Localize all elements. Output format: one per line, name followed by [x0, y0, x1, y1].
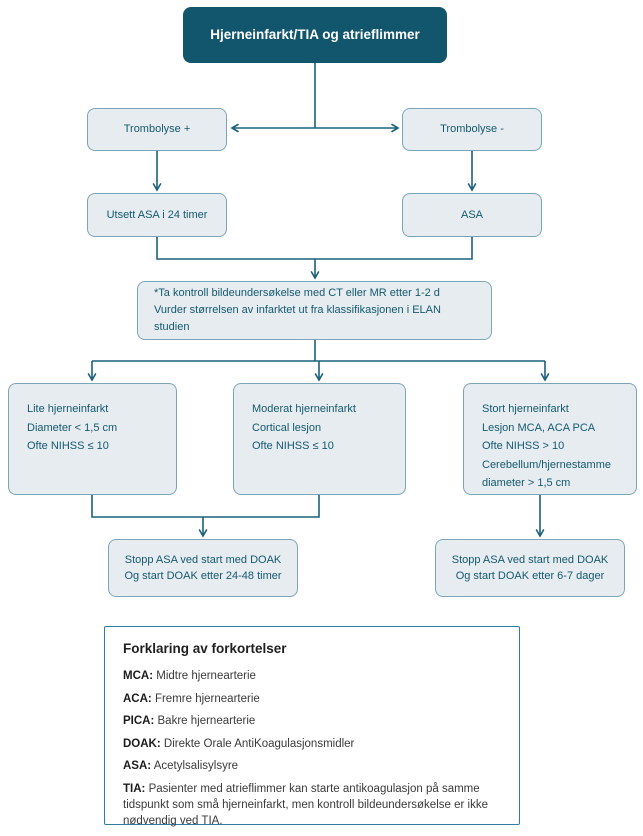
- legend-definition: Fremre hjernearterie: [154, 692, 260, 705]
- legend-item: [123, 758, 501, 774]
- node-stort-line: Stort hjerneinfarkt: [482, 403, 569, 415]
- legend-definition: Midtre hjernearterie: [156, 670, 256, 682]
- node-stopp-right-line: Stopp ASA ved start med DOAK: [451, 553, 609, 566]
- legend-item: [123, 691, 501, 707]
- legend-item: [123, 713, 501, 729]
- node-stort-line: Cerebellum/hjernestamme: [482, 458, 611, 471]
- node-trombolyse-plus-label: Trombolyse +: [123, 123, 191, 136]
- node-asa-label: ASA: [460, 208, 483, 221]
- legend-term: TIA:: [123, 782, 146, 795]
- node-stort-hjerneinfarkt: [463, 383, 637, 495]
- legend-box: [104, 626, 520, 828]
- node-title: [183, 7, 447, 63]
- node-stopp-asa-6-7: [435, 539, 625, 597]
- legend-definition: Direkte Orale AntiKoagulasjonsmidler: [163, 737, 355, 750]
- node-stopp-left-line: Og start DOAK etter 24-48 timer: [124, 570, 282, 582]
- legend-definition: Bakre hjernearterie: [157, 715, 256, 728]
- legend-term: ACA:: [123, 692, 152, 705]
- node-asa: [402, 193, 542, 237]
- node-lite-line: Ofte NIHSS ≤ 10: [27, 440, 109, 452]
- legend-definition: Pasienter med atrieflimmer kan starte antikoagulasjon på samme tidspunkt som små hjerneinfarkt, men kontroll bildeundersøkelse er ikke nødvendig ved TIA.: [123, 782, 488, 828]
- legend-term: PICA:: [123, 715, 155, 728]
- node-kontroll: [137, 281, 492, 340]
- node-trombolyse-plus: [87, 108, 227, 151]
- node-moderat-line: Moderat hjerneinfarkt: [252, 403, 356, 415]
- node-utsett-asa: [87, 193, 227, 237]
- node-lite-line: Diameter < 1,5 cm: [27, 421, 118, 434]
- node-title-label: Hjerneinfarkt/TIA og atrieflimmer: [210, 26, 420, 42]
- node-moderat-hjerneinfarkt: [233, 383, 406, 495]
- node-lite-hjerneinfarkt: [8, 383, 177, 495]
- legend-term: ASA:: [123, 760, 152, 773]
- legend-title: Forklaring av forkortelser: [123, 641, 287, 656]
- node-stort-line: Lesjon MCA, ACA PCA: [482, 421, 596, 434]
- node-moderat-line: Cortical lesjon: [252, 421, 322, 434]
- legend-item: [123, 736, 501, 752]
- node-trombolyse-minus: [402, 108, 542, 151]
- node-lite-line: Lite hjerneinfarkt: [27, 403, 109, 415]
- node-kontroll-line: Vurder størrelsen av infarktet ut fra klassifikasjonen i ELAN studien: [154, 304, 441, 333]
- node-stopp-right-line: Og start DOAK etter 6-7 dager: [455, 570, 605, 582]
- legend-definition: Acetylsalisylsyre: [153, 760, 239, 773]
- legend-item: [123, 781, 501, 829]
- node-kontroll-line: *Ta kontroll bildeundersøkelse med CT eller MR etter 1-2 d: [154, 287, 440, 299]
- node-stopp-asa-24-48: [108, 539, 298, 597]
- legend-term: DOAK:: [123, 737, 161, 750]
- node-stopp-left-line: Stopp ASA ved start med DOAK: [124, 553, 282, 566]
- node-stort-line: diameter > 1,5 cm: [482, 477, 571, 489]
- node-moderat-line: Ofte NIHSS ≤ 10: [252, 440, 334, 452]
- legend-term: MCA:: [123, 670, 154, 682]
- legend-item: [123, 668, 501, 684]
- node-stort-line: Ofte NIHSS > 10: [482, 440, 565, 452]
- node-utsett-asa-label: Utsett ASA i 24 timer: [106, 208, 208, 221]
- node-trombolyse-minus-label: Trombolyse -: [440, 123, 504, 136]
